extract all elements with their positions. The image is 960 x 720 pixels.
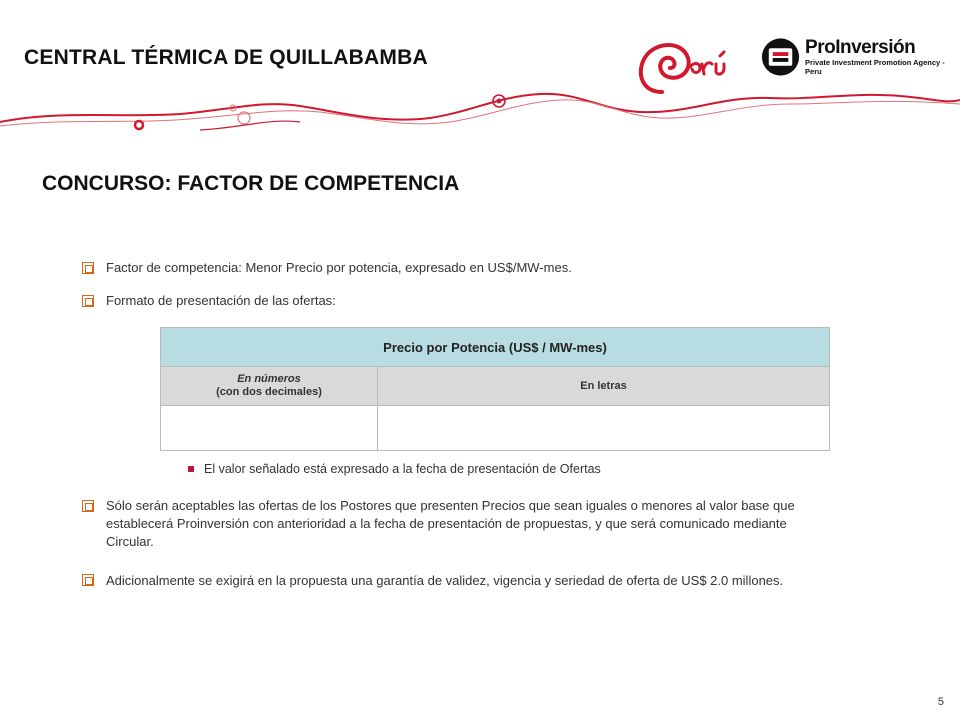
price-table — [160, 327, 830, 451]
bullet-text: Factor de competencia: Menor Precio por potencia, expresado en US$/MW-mes. — [106, 260, 572, 275]
proinversion-tagline: Private Investment Promotion Agency - Peru — [805, 58, 945, 76]
proinversion-emblem-icon — [760, 36, 801, 78]
col-numbers-line2: (con dos decimales) — [216, 386, 322, 398]
section-title: CONCURSO: FACTOR DE COMPETENCIA — [42, 172, 460, 195]
bullet-text: Formato de presentación de las ofertas: — [106, 293, 336, 308]
bullet-acceptable-offers — [82, 497, 802, 551]
col-letters-header: En letras — [378, 367, 830, 406]
proinversion-name: ProInversión — [805, 37, 916, 58]
bullet-offer-format — [82, 292, 336, 310]
checkbox-bullet-icon — [82, 574, 94, 586]
square-bullet-icon — [188, 466, 194, 472]
price-table-header: Precio por Potencia (US$ / MW-mes) — [161, 328, 830, 367]
price-numbers-cell — [161, 406, 378, 451]
col-numbers-header — [161, 367, 378, 406]
proinversion-logo — [760, 36, 960, 78]
checkbox-bullet-icon — [82, 500, 94, 512]
sub-bullet-text: El valor señalado está expresado a la fecha de presentación de Ofertas — [204, 462, 601, 476]
peru-logo — [632, 34, 742, 101]
checkbox-bullet-icon — [82, 295, 94, 307]
bullet-text: Sólo serán aceptables las ofertas de los Postores que presenten Precios que sean iguales o menores al valor base que establecerá Proinversión con anterioridad a la fecha de presentación de propuestas, y que será comunicado mediante Circular. — [106, 498, 795, 549]
bullet-competition-factor — [82, 259, 572, 277]
bullet-guarantee — [82, 571, 802, 591]
price-letters-cell — [378, 406, 830, 451]
bullet-text: Adicionalmente se exigirá en la propuesta una garantía de validez, vigencia y seriedad de oferta de US$ 2.0 millones. — [106, 573, 784, 588]
checkbox-bullet-icon — [82, 262, 94, 274]
col-numbers-line1: En números — [237, 373, 301, 385]
page-title: CENTRAL TÉRMICA DE QUILLABAMBA — [24, 46, 428, 69]
page-number: 5 — [937, 696, 944, 708]
sub-bullet-date-note — [188, 462, 601, 476]
